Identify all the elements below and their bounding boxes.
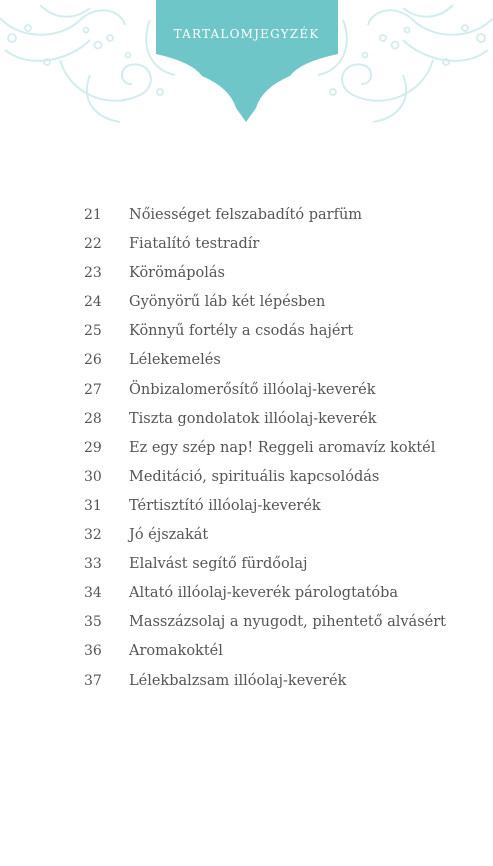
toc-page-number: 37: [84, 672, 102, 689]
toc-page-number: 31: [84, 497, 102, 514]
toc-entry: [0, 550, 493, 579]
toc-page-number: 34: [84, 585, 102, 602]
toc-title: Lélekemelés: [129, 352, 221, 369]
toc-page-number: 32: [84, 527, 102, 544]
toc-page-number: 36: [84, 643, 102, 660]
toc-title: Gyönyörű láb két lépésben: [129, 294, 326, 311]
toc-title: Ez egy szép nap! Reggeli aromavíz koktél: [129, 439, 436, 456]
toc-title: Masszázsolaj a nyugodt, pihentető alvásért: [129, 614, 446, 631]
toc-title: Meditáció, spirituális kapcsolódás: [129, 468, 380, 485]
toc-entry: [0, 376, 493, 405]
toc-entry: [0, 288, 493, 317]
toc-page-number: 26: [84, 352, 102, 369]
toc-title: Könnyű fortély a csodás hajért: [129, 323, 354, 340]
toc-entry: [0, 230, 493, 259]
toc-entry: [0, 463, 493, 492]
toc-entry: [0, 259, 493, 288]
toc-page-number: 29: [84, 439, 102, 456]
toc-page-number: 33: [84, 556, 102, 573]
toc-page-number: 24: [84, 294, 102, 311]
toc-page-number: 25: [84, 323, 102, 340]
toc-entry: [0, 492, 493, 521]
toc-title: Aromakoktél: [129, 643, 223, 660]
toc-title: Nőiességet felszabadító parfüm: [129, 207, 363, 223]
toc-title: Jó éjszakát: [129, 527, 209, 544]
toc-title: Lélekbalzsam illóolaj-keverék: [129, 672, 347, 689]
toc-title: Önbizalomerősítő illóolaj-keverék: [129, 381, 376, 398]
decorative-ornament: [0, 0, 493, 130]
toc-entry: [0, 579, 493, 608]
toc-page-number: 21: [84, 207, 102, 223]
toc-heading: TARTALOMJEGYZÉK: [173, 27, 320, 41]
toc-page-number: 22: [84, 236, 102, 253]
table-of-contents: [0, 201, 493, 696]
toc-entry: [0, 608, 493, 637]
toc-title: Tiszta gondolatok illóolaj-keverék: [129, 410, 377, 427]
toc-title: Körömápolás: [129, 265, 225, 282]
toc-page-number: 30: [84, 468, 102, 485]
toc-entry: [0, 637, 493, 666]
toc-entry: [0, 667, 493, 696]
toc-page-number: 23: [84, 265, 102, 282]
toc-page-number: 35: [84, 614, 102, 631]
toc-page-number: 27: [84, 381, 102, 398]
toc-title: Fiatalító testradír: [129, 236, 260, 253]
toc-entry: [0, 405, 493, 434]
toc-entry: [0, 346, 493, 375]
toc-title: Altató illóolaj-keverék párologtatóba: [129, 585, 399, 602]
toc-title: Tértisztító illóolaj-keverék: [129, 497, 321, 514]
toc-entry: [0, 521, 493, 550]
toc-page-number: 28: [84, 410, 102, 427]
toc-entry: [0, 317, 493, 346]
toc-entry: [0, 434, 493, 463]
toc-entry: [0, 201, 493, 230]
toc-title: Elalvást segítő fürdőolaj: [129, 556, 308, 573]
